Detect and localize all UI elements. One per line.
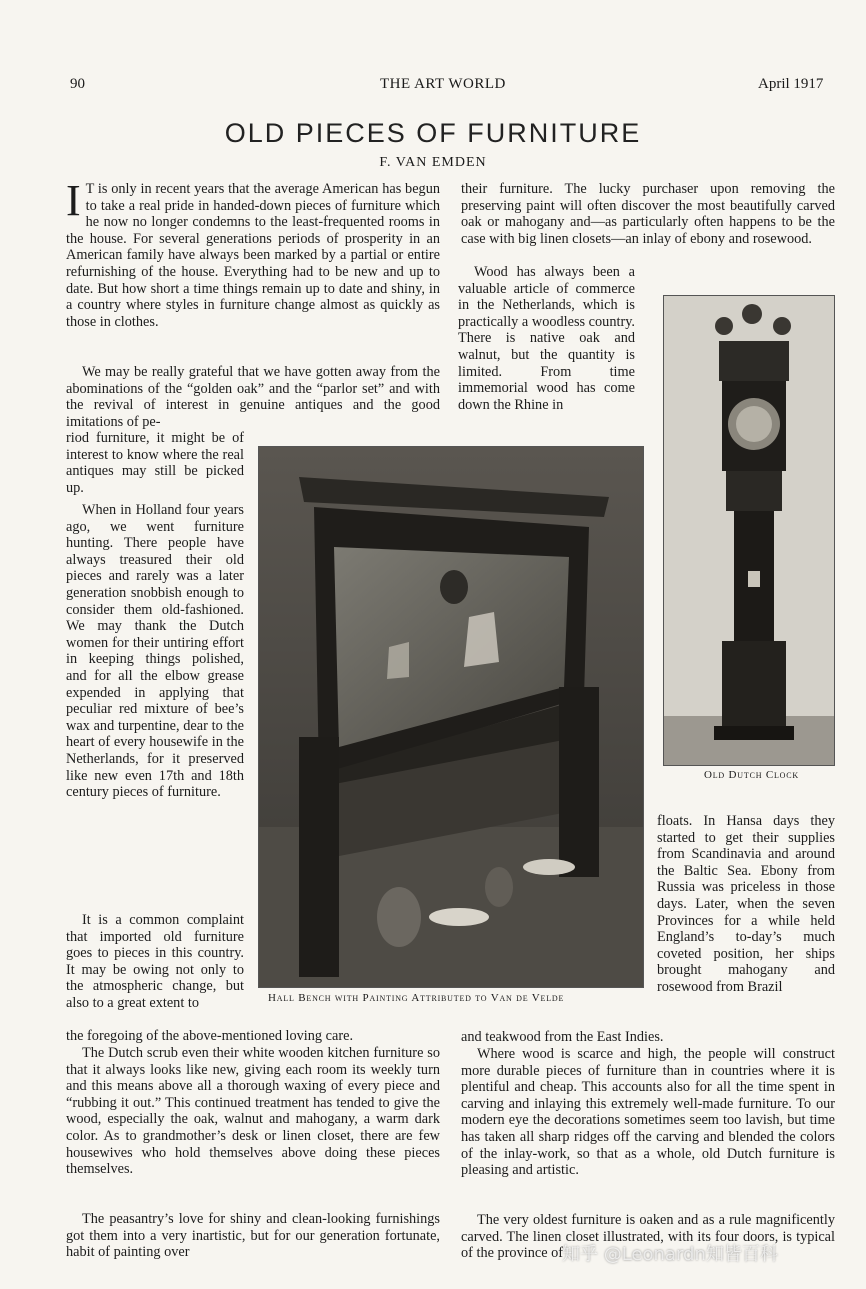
hall-bench-illustration xyxy=(259,447,643,987)
magazine-title: THE ART WORLD xyxy=(380,76,506,92)
paragraph-hansa: floats. In Hansa days they started to get their supplies from Scandinavia and around the Baltic Sea. Ebony from Russia was priceless in those days. Later, when the seven Provinces for a while held England’s to-day’s much coveted position, her ships brought mahogany and rosewood from Brazil xyxy=(657,813,835,995)
article-author: F. VAN EMDEN xyxy=(379,155,487,170)
drop-cap: I xyxy=(66,176,81,225)
paragraph-grateful: We may be really grateful that we have gotten away from the abominations of the “golden oak” and the “parlor set” and with the revival of interest in genuine antiques and the good imitations of pe- xyxy=(66,364,440,430)
paragraph-furniture-paint: their furniture. The lucky purchaser upon removing the preserving paint will often discover the most beautifully carved oak or mahogany and—as particularly often happens to be the case with big linen closets—an inlay of ebony and rosewood. xyxy=(461,181,835,247)
hall-bench-photo xyxy=(258,446,644,988)
page-number: 90 xyxy=(70,76,85,92)
clock-caption: Old Dutch Clock xyxy=(704,769,799,781)
bench-caption: Hall Bench with Painting Attributed to Van de Velde xyxy=(268,992,565,1004)
dutch-clock-illustration xyxy=(664,296,834,765)
paragraph-oldest-furniture: The very oldest furniture is oaken and as a rule magnificently carved. The linen closet illustrated, with its four doors, is typical of the province of xyxy=(461,1212,835,1262)
paragraph-hansa-cont: and teakwood from the East Indies. xyxy=(461,1029,664,1045)
paragraph-scarce-wood: Where wood is scarce and high, the people will construct more durable pieces of furniture than in countries where it is plentiful and cheap. This accounts also for all the time spent in carving and inlaying this extremely well-made furniture. To our modern eye the decorations sometimes seem too lavish, but time has taken all sharp ridges off the carving and blended the colors of the inlay-work, so that as a whole, old Dutch furniture is pleasing and artistic. xyxy=(461,1046,835,1179)
paragraph-intro-text: T is only in recent years that the average American has begun to take a real pride in handed-down pieces of furniture which he now no longer condemns to the least-frequented rooms in the house. For several generations periods of prosperity in an American family have always been marked by a partial or entire refurnishing of the house. Everything had to be new and up to date. But how short a time things remain up to date and shiny, in a country where styles in furniture change almost as quickly as those in clothes. xyxy=(66,181,440,330)
article-title: OLD PIECES OF FURNITURE xyxy=(224,118,642,148)
issue-date: April 1917 xyxy=(758,76,824,92)
paragraph-peasantry: The peasantry’s love for shiny and clean-looking furnishings got them into a very inartistic, but for our generation fortunate, habit of painting over xyxy=(66,1211,440,1261)
paragraph-holland: When in Holland four years ago, we went furniture hunting. There people have always treasured their old pieces and rarely was a later generation snobbish enough to consider them old-fashioned. We may thank the Dutch women for their untiring effort in keeping things polished, and for all the elbow grease expended in applying that peculiar red mixture of bee’s wax and turpentine, dear to the heart of every housewife in the Netherlands, for it preserved like new even 17th and 18th century pieces of furniture. xyxy=(66,502,244,801)
watermark: 知乎 @Leonardn知皆百科 xyxy=(562,1244,778,1265)
paragraph-complaint: It is a common complaint that imported old furniture goes to pieces in this country. It may be owing not only to the atmospheric change, but also to a great extent to xyxy=(66,912,244,1011)
paragraph-wood-commerce: Wood has always been a valuable article of commerce in the Netherlands, which is practically a woodless country. There is native oak and walnut, but the quantity is limited. From time immemorial wood has come down the Rhine in xyxy=(458,264,635,413)
paragraph-grateful-cont: riod furniture, it might be of interest to know where the real antiques may still be picked up. xyxy=(66,430,244,496)
dutch-clock-photo xyxy=(663,295,835,766)
paragraph-intro xyxy=(66,176,440,330)
paragraph-complaint-cont: the foregoing of the above-mentioned loving care. xyxy=(66,1028,354,1044)
paragraph-dutch-scrub: The Dutch scrub even their white wooden kitchen furniture so that it always looks like new, giving each room its weekly turn and this means above all a thorough waxing of every piece and “rubbing it out.” This continued treatment has tended to give the wood, especially the oak, walnut and mahogany, a warm dark color. As to grandmother’s desk or linen closet, there are few housewives who hold themselves above doing these pieces themselves. xyxy=(66,1045,440,1178)
